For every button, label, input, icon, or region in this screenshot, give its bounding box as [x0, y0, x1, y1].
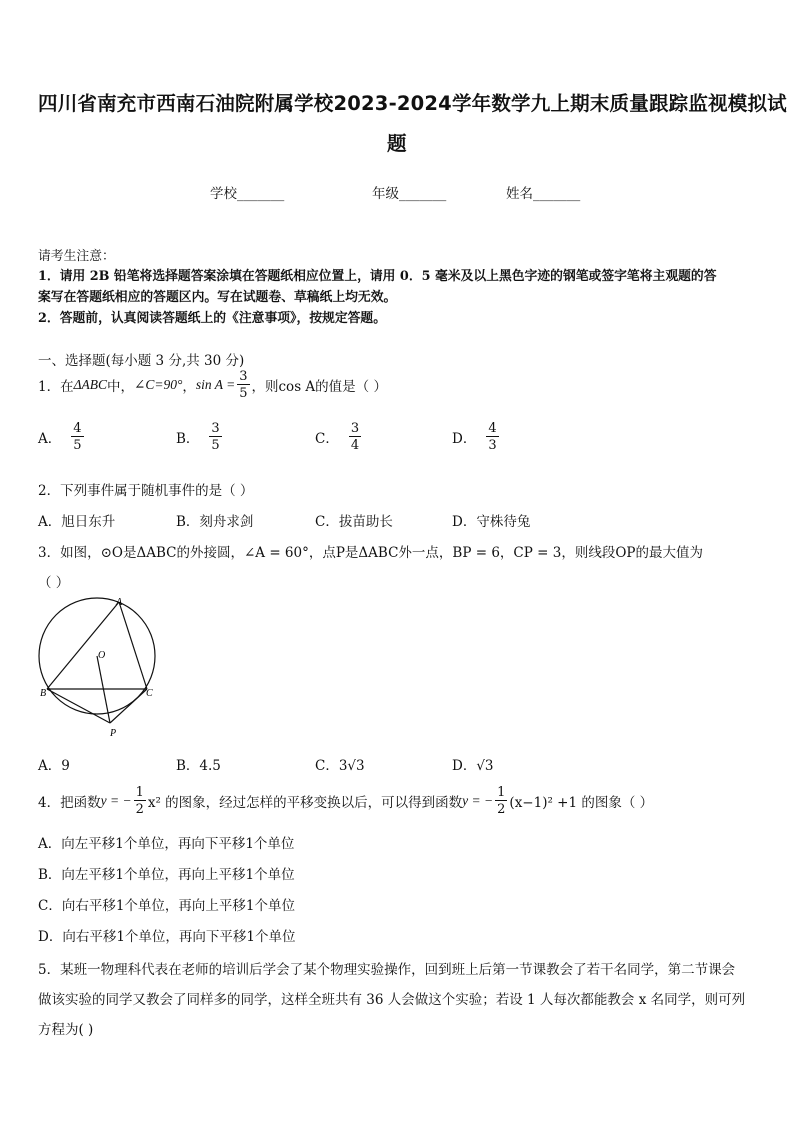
page-title-cont: 题	[387, 132, 407, 155]
question-5-line-1: 5．某班一物理科代表在老师的培训后学会了某个物理实验操作，回到班上后第一节课教会了若干名同学，第二节课会	[38, 962, 736, 978]
q2-option-d[interactable]: D．守株待兔	[452, 514, 531, 530]
q2-option-c[interactable]: C．拔苗助长	[315, 514, 393, 530]
q1-option-c[interactable]: C． $\frac{3}{4}$	[315, 421, 360, 453]
q4-mid: x² 的图象，经过怎样的平移变换以后，可以得到函数	[147, 795, 463, 811]
question-5-line-2: 做该实验的同学又教会了同样多的同学，这样全班共有 36 人会做这个实验；若设 1 人每次都能教会 x 名同学，则可列	[38, 992, 746, 1008]
q1-mid1: 中，	[107, 379, 135, 395]
q3-option-a[interactable]: A．9	[38, 758, 70, 774]
question-1	[38, 370, 387, 400]
q1-option-a[interactable]: A． $\frac{4}{5}$	[38, 421, 82, 453]
q4-option-b[interactable]: B．向左平移1个单位，再向上平移1个单位	[38, 867, 295, 883]
segment-bp	[47, 689, 110, 723]
notice-line-1: 1．请用 2B 铅笔将选择题答案涂填在答题纸相应位置上，请用 0．5 毫米及以上黑色字迹的钢笔或签字笔将主观题的答	[38, 269, 717, 284]
q1-pre: 1．在	[38, 379, 74, 395]
q1-angle: ∠C=90°	[134, 377, 183, 392]
school-field: 学校_______	[210, 186, 285, 202]
q1-option-d[interactable]: D． $\frac{4}{3}$	[452, 421, 497, 453]
label-c: C	[146, 688, 153, 699]
q4-option-c[interactable]: C．向右平移1个单位，再向上平移1个单位	[38, 898, 296, 914]
q4-frac1: $\frac{1}{2}$	[135, 785, 144, 817]
segment-ab	[47, 602, 119, 689]
name-field: 姓名_______	[506, 186, 581, 202]
q4-func1: y = −	[100, 793, 132, 808]
q4-func2: y = −	[462, 793, 494, 808]
q4-frac2: $\frac{1}{2}$	[497, 785, 506, 817]
notice-line-3: 2．答题前，认真阅读答题纸上的《注意事项》，按规定答题。	[38, 311, 387, 326]
q3-option-c[interactable]: C．3√3	[315, 758, 365, 774]
segment-ac	[119, 602, 147, 689]
segment-cp	[110, 689, 147, 723]
question-2: 2．下列事件属于随机事件的是（ ）	[38, 483, 254, 499]
label-b: B	[40, 688, 47, 699]
section-heading: 一、选择题(每小题 3 分,共 30 分)	[38, 353, 245, 369]
q3-option-b[interactable]: B．4.5	[176, 758, 221, 774]
q1-fraction: $\frac{3}{5}$	[239, 369, 248, 401]
q1-sin: sin A =	[195, 377, 236, 392]
q1-mid2: ，	[182, 379, 196, 395]
q1-triangle: ΔABC	[73, 377, 108, 392]
q1-option-b[interactable]: B． $\frac{3}{5}$	[176, 421, 220, 453]
question-3-cont: （ ）	[38, 575, 70, 591]
label-o: O	[98, 650, 106, 661]
label-p: P	[110, 728, 117, 739]
page-title: 四川省南充市西南石油院附属学校2023-2024学年数学九上期末质量跟踪监视模拟试	[38, 92, 787, 115]
q4-pre: 4．把函数	[38, 795, 101, 811]
question-5-line-3: 方程为( )	[38, 1022, 94, 1038]
circle-figure	[30, 592, 170, 742]
question-4	[38, 786, 653, 816]
q2-option-b[interactable]: B．刻舟求剑	[176, 514, 254, 530]
label-a: A	[116, 597, 123, 608]
question-3: 3．如图，⊙O是ΔABC的外接圆，∠A = 60°，点P是ΔABC外一点，BP = 6，CP = 3，则线段OP的最大值为	[38, 545, 703, 561]
q1-post: ，则cos A的值是（ ）	[251, 379, 387, 395]
q4-option-a[interactable]: A．向左平移1个单位，再向下平移1个单位	[38, 836, 295, 852]
q3-option-d[interactable]: D．√3	[452, 758, 494, 774]
notice-line-2: 案写在答题纸相应的答题区内。写在试题卷、草稿纸上均无效。	[38, 290, 397, 305]
q2-option-a[interactable]: A．旭日东升	[38, 514, 116, 530]
grade-field: 年级_______	[372, 186, 447, 202]
q4-post: (x−1)² +1 的图象（ ）	[509, 795, 654, 811]
notice-heading: 请考生注意：	[38, 249, 115, 264]
q4-option-d[interactable]: D．向右平移1个单位，再向下平移1个单位	[38, 929, 296, 945]
